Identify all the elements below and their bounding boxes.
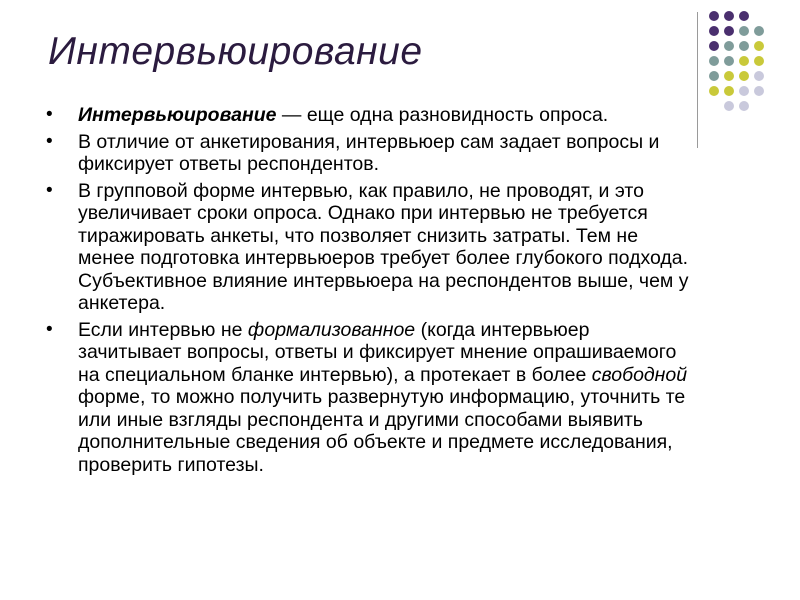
bullet-emphasis: свободной (591, 363, 688, 386)
decorative-divider-line (697, 12, 698, 148)
decorative-dot-grid (709, 11, 789, 131)
decorative-dot (709, 71, 719, 81)
bullet-item-informal-interview (46, 319, 696, 477)
bullet-text-part: форме, то можно получить развернутую информацию, уточнить те или иные взгляды респондента и другими способами выявить дополнительные сведения об объекте и предмете исследования, проверить гипотезы. (78, 386, 686, 476)
bullet-text: — еще одна разновидность опроса. (276, 104, 609, 126)
decorative-dot (754, 26, 764, 36)
decorative-dot (724, 56, 734, 66)
decorative-dot (739, 56, 749, 66)
bullet-icon: • (46, 104, 53, 125)
decorative-dot (724, 41, 734, 51)
bullet-emphasis: формализованное (247, 318, 416, 341)
decorative-dot (739, 101, 749, 111)
decorative-dot (709, 11, 719, 21)
bullet-icon: • (46, 179, 53, 201)
decorative-dot (709, 26, 719, 36)
decorative-dot (754, 71, 764, 81)
decorative-dot (724, 86, 734, 96)
bullet-text-part: Если интервью не (78, 318, 248, 341)
decorative-dot (724, 11, 734, 21)
bullet-term: Интервьюирование (78, 104, 277, 126)
bullet-item-group-form (46, 180, 696, 315)
slide-content (46, 104, 696, 480)
decorative-dot (709, 56, 719, 66)
bullet-item-definition (46, 104, 696, 127)
decorative-dot (754, 86, 764, 96)
decorative-dot (724, 101, 734, 111)
decorative-dot (709, 86, 719, 96)
decorative-dot (754, 41, 764, 51)
bullet-item-difference (46, 131, 696, 176)
slide-title: Интервьюирование (48, 30, 423, 73)
decorative-dot (739, 86, 749, 96)
bullet-text: В групповой форме интервью, как правило, не проводят, и это увеличивает сроки опроса. Однако при интервью не требуется тиражировать анкеты, что позволяет снизить затраты. Тем не менее подготовка интервьюеров требует более глубокого подхода. Субъективное влияние интервьюера на респондентов выше, чем у анкетера. (78, 179, 689, 314)
decorative-dot (709, 41, 719, 51)
decorative-dot (724, 26, 734, 36)
decorative-dot (739, 41, 749, 51)
decorative-dot (724, 71, 734, 81)
bullet-icon: • (46, 318, 53, 340)
decorative-dot (754, 56, 764, 66)
bullet-list (46, 104, 696, 476)
bullet-icon: • (46, 130, 53, 152)
decorative-dot (739, 11, 749, 21)
bullet-text-part: (когда интервьюер зачитывает вопросы, ответы и фиксирует мнение опрашиваемого на специальном бланке интервью), а протекает в более (78, 318, 677, 386)
decorative-dot (739, 71, 749, 81)
bullet-text: В отличие от анкетирования, интервьюер сам задает вопросы и фиксирует ответы респондентов. (78, 130, 660, 175)
decorative-dot (739, 26, 749, 36)
